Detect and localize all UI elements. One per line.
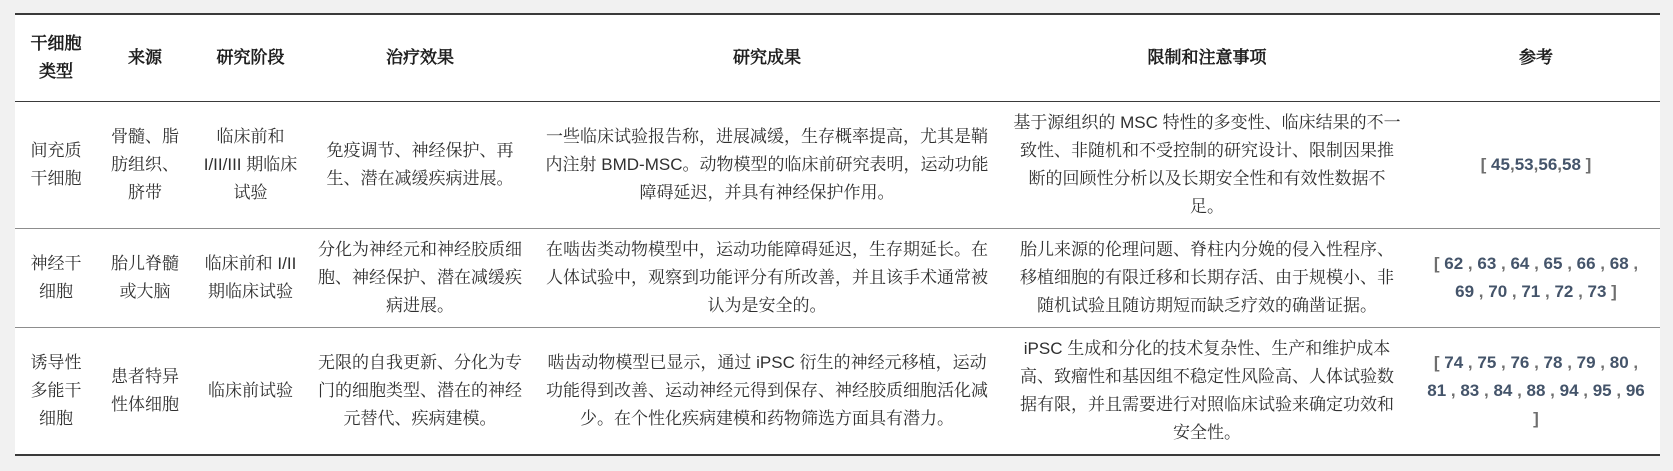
citation-punctuation: ,: [1573, 282, 1588, 301]
citation-punctuation: ,: [1595, 254, 1610, 273]
citation-link[interactable]: 45: [1491, 155, 1510, 174]
citation-link[interactable]: 75: [1477, 353, 1497, 372]
citation-link[interactable]: 62: [1444, 254, 1464, 273]
citation-punctuation: ]: [1533, 409, 1539, 428]
col-header-research-stage: 研究阶段: [193, 14, 308, 102]
citation-punctuation: ,: [1509, 155, 1515, 174]
cell-stem-cell-type: 神经干细胞: [15, 229, 97, 328]
citation-link[interactable]: 65: [1543, 254, 1563, 273]
header-row: [15, 14, 1660, 102]
table-row-ipsc: [15, 328, 1660, 456]
col-header-stem-cell-type: 干细胞类型: [15, 14, 97, 102]
citation-punctuation: ]: [1606, 282, 1617, 301]
citation-punctuation: ,: [1463, 254, 1478, 273]
citation-punctuation: ,: [1507, 282, 1522, 301]
citation-link[interactable]: 66: [1576, 254, 1596, 273]
col-header-research-results: 研究成果: [532, 14, 1002, 102]
cell-limitations: iPSC 生成和分化的技术复杂性、生产和维护成本高、致瘤性和基因组不稳定性风险高、人体试验数据有限，并且需要进行对照临床试验来确定功效和安全性。: [1002, 328, 1412, 456]
cell-limitations: 基于源组织的 MSC 特性的多变性、临床结果的不一致性、非随机和不受控制的研究设计、限制因果推断的回顾性分析以及长期安全性和有效性数据不足。: [1013, 113, 1401, 216]
citation-punctuation: ,: [1479, 381, 1494, 400]
citation-link[interactable]: 96: [1625, 381, 1645, 400]
col-header-therapeutic-effect: 治疗效果: [308, 14, 532, 102]
citation-link[interactable]: 95: [1592, 381, 1612, 400]
cell-source: 骨髓、脂肪组织、脐带: [111, 127, 179, 202]
citation-punctuation: ]: [1580, 155, 1592, 174]
citation-punctuation: ,: [1529, 353, 1544, 372]
citation-link[interactable]: 58: [1562, 155, 1581, 174]
citation-link[interactable]: 71: [1521, 282, 1541, 301]
citation-punctuation: ,: [1474, 282, 1489, 301]
citation-link[interactable]: 70: [1488, 282, 1508, 301]
cell-source: 胎儿脊髓或大脑: [97, 229, 193, 328]
cell-limitations: 胎儿来源的伦理问题、脊柱内分娩的侵入性程序、移植细胞的有限迁移和长期存活、由于规模小、非随机试验且随访期短而缺乏疗效的确凿证据。: [1002, 229, 1412, 328]
citation-punctuation: ,: [1540, 282, 1555, 301]
cell-research-stage: 临床前和 I/II/III 期临床试验: [203, 127, 298, 202]
citation-punctuation: ,: [1578, 381, 1593, 400]
citation-punctuation: ,: [1496, 254, 1511, 273]
citation-link[interactable]: 74: [1444, 353, 1464, 372]
citation-punctuation: ,: [1562, 353, 1577, 372]
citation-link[interactable]: 69: [1455, 282, 1475, 301]
citation-punctuation: [: [1433, 353, 1445, 372]
col-header-limitations: 限制和注意事项: [1002, 14, 1412, 102]
citation-link[interactable]: 64: [1510, 254, 1530, 273]
citation-link[interactable]: 78: [1543, 353, 1563, 372]
citation-link[interactable]: 76: [1510, 353, 1530, 372]
table-row-msc: [15, 102, 1660, 229]
cell-source: 患者特异性体细胞: [97, 328, 193, 456]
col-header-source: 来源: [97, 14, 193, 102]
table-row-nsc: [15, 229, 1660, 328]
citation-link[interactable]: 84: [1493, 381, 1513, 400]
citation-punctuation: ,: [1512, 381, 1527, 400]
citation-punctuation: ,: [1595, 353, 1610, 372]
citation-punctuation: ,: [1628, 353, 1639, 372]
citation-punctuation: ,: [1463, 353, 1478, 372]
citation-link[interactable]: 56: [1538, 155, 1558, 174]
citation-punctuation: ,: [1496, 353, 1511, 372]
cell-therapeutic-effect: 免疫调节、神经保护、再生、潜在减缓疾病进展。: [326, 141, 514, 188]
cell-stem-cell-type: 诱导性多能干细胞: [15, 328, 97, 456]
cell-therapeutic-effect: 无限的自我更新、分化为专门的细胞类型、潜在的神经元替代、疾病建模。: [308, 328, 532, 456]
citation-link[interactable]: 88: [1526, 381, 1546, 400]
cell-references: [1412, 328, 1660, 456]
cell-therapeutic-effect: 分化为神经元和神经胶质细胞、神经保护、潜在减缓疾病进展。: [308, 229, 532, 328]
citation-punctuation: ,: [1533, 155, 1539, 174]
citation-punctuation: ,: [1529, 254, 1544, 273]
cell-research-stage: 临床前和 I/II 期临床试验: [193, 229, 308, 328]
citation-punctuation: ,: [1545, 381, 1560, 400]
citation-link[interactable]: 79: [1576, 353, 1596, 372]
citation-link[interactable]: 53: [1514, 155, 1534, 174]
citation-link[interactable]: 68: [1609, 254, 1629, 273]
cell-research-results: 一些临床试验报告称，进展减缓，生存概率提高，尤其是鞘内注射 BMD-MSC。动物模型的临床前研究表明，运动功能障碍延迟，并具有神经保护作用。: [545, 127, 989, 202]
cell-research-results: 啮齿动物模型已显示，通过 iPSC 衍生的神经元移植，运动功能得到改善、运动神经元得到保存、神经胶质细胞活化减少。在个性化疾病建模和药物筛选方面具有潜力。: [532, 328, 1002, 456]
stem-cell-comparison-table: [15, 13, 1660, 456]
cell-research-stage: 临床前试验: [193, 328, 308, 456]
citation-punctuation: ,: [1628, 254, 1639, 273]
cell-research-results: 在啮齿类动物模型中，运动功能障碍延迟，生存期延长。在人体试验中，观察到功能评分有所改善，并且该手术通常被认为是安全的。: [532, 229, 1002, 328]
citation-punctuation: ,: [1446, 381, 1461, 400]
citation-link[interactable]: 80: [1609, 353, 1629, 372]
citation-punctuation: ,: [1611, 381, 1626, 400]
cell-stem-cell-type: 间充质干细胞: [30, 141, 82, 188]
citation-punctuation: ,: [1557, 155, 1563, 174]
citation-punctuation: [: [1433, 254, 1445, 273]
cell-references: [1412, 229, 1660, 328]
citation-link[interactable]: 63: [1477, 254, 1497, 273]
citation-link[interactable]: 81: [1427, 381, 1447, 400]
citation-punctuation: [: [1480, 155, 1492, 174]
citation-link[interactable]: 94: [1559, 381, 1579, 400]
citation-link[interactable]: 83: [1460, 381, 1480, 400]
cell-references: [1412, 102, 1660, 229]
col-header-references: 参考: [1412, 14, 1660, 102]
citation-punctuation: ,: [1562, 254, 1577, 273]
citation-link[interactable]: 72: [1554, 282, 1574, 301]
citation-link[interactable]: 73: [1587, 282, 1607, 301]
